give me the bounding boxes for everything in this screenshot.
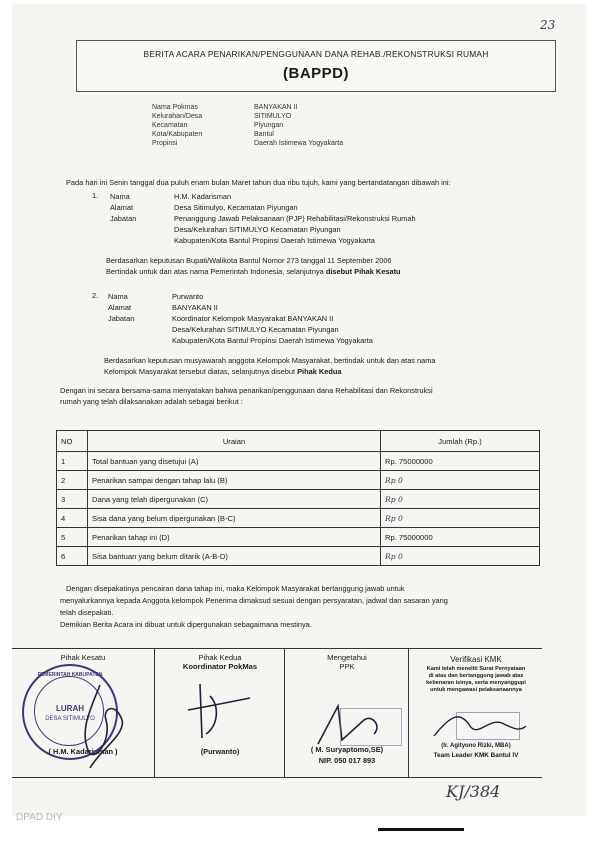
party1-name: H.M. Kadarisman [174,192,232,201]
sig-title: Mengetahui [327,653,367,662]
kmk-line: Kami telah meneliti Surat Pernyataan [426,666,526,672]
sig-name: ( H.M. Kadarisman ) [48,747,118,756]
row-no: 4 [57,509,88,528]
kmk-line: di atas dan bertanggung jawab atas [428,673,524,679]
jabatan-label: Jabatan [108,314,135,323]
row-jumlah: Rp 0 [381,471,540,490]
sig-name: (Ir. Agityono Rizki, MBA) [441,743,511,749]
identity-label: Kelurahan/Desa [152,113,203,120]
jabatan-label: Jabatan [110,214,137,223]
party2-position: Kabupaten/Kota Bantul Propinsi Daerah Istimewa Yogyakarta [172,336,373,345]
row-no: 2 [57,471,88,490]
header-no: NO [57,431,88,452]
identity-label: Kecamatan [152,122,188,129]
row-jumlah: Rp 0 [381,490,540,509]
stamp-subtitle: DESA SITIMULYO [45,716,95,722]
stamp-ring-text: PEMERINTAH KABUPATEN [37,672,103,678]
row-uraian: Sisa bantuan yang belum ditarik (A-B-D) [88,547,381,566]
table-row [57,547,540,566]
row-uraian: Penarikan sampai dengan tahap lalu (B) [88,471,381,490]
sig-name: ( M. Suryaptomo,SE) [310,745,384,754]
nama-label: Nama [108,292,128,301]
table-row [57,528,540,547]
identity-value: BANYAKAN II [254,104,298,111]
party2-basis-line: Berdasarkan keputusan musyawarah anggota Kelompok Masyarakat, bertindak untuk dan atas nama [104,356,436,365]
party2-position: Koordinator Kelompok Masyarakat BANYAKAN II [172,314,334,323]
kmk-role: Team Leader KMK Bantul IV [433,752,519,759]
table-row [57,452,540,471]
page-number: 23 [540,18,556,32]
party1-basis-line: Berdasarkan keputusan Bupati/Walikota Bantul Nomor 273 tanggal 11 September 2006 [106,256,392,265]
alamat-label: Alamat [110,203,134,212]
identity-values [254,103,343,148]
party1-position: Penanggung Jawab Pelaksanaan (PJP) Rehabilitasi/Rekonstruksi Rumah [174,214,416,223]
signature-kadarisman [60,680,140,770]
document-acronym: (BAPPD) [283,65,349,82]
sig-nip: NIP. 050 017 893 [318,756,376,765]
kmk-line: kebenaran isinya, serta menyanggupi [426,680,526,686]
closing-line: Demikian Berita Acara ini dibuat untuk dipergunakan sebagaimana mestinya. [60,620,312,629]
stamp-title: LURAH [56,704,84,713]
row-no: 1 [57,452,88,471]
row-no: 3 [57,490,88,509]
party2-designation: Pihak Kedua [297,367,342,376]
closing-line: menyalurkannya kepada Anggota kelompok Penerima dimaksud sesuai dengan persyaratan, jadwal dan sasaran yang [60,596,448,605]
intro-text: Pada hari ini Senin tanggal dua puluh enam bulan Maret tahun dua ribu tujuh, kami yang bertandatangan dibawah ini: [66,178,451,187]
row-no: 5 [57,528,88,547]
title-box [76,40,556,92]
party1-values [174,191,416,246]
party2-values [172,291,373,346]
statement-line: rumah yang telah dilaksanakan adalah sebagai berikut : [60,397,243,406]
party1-no: 1. [92,191,99,200]
watermark: DPAD DIY [16,812,63,823]
identity-value: Piyungan [254,122,284,129]
party2-basis [104,355,436,377]
party2-address: BANYAKAN II [172,303,218,312]
header-uraian: Uraian [88,431,381,452]
identity-labels [152,103,202,148]
row-jumlah: Rp. 75000000 [381,528,540,547]
closing-line: Dengan disepakatinya pencairan dana tahap ini, maka Kelompok Masyarakat bertanggung jawab untuk [66,584,405,593]
row-no: 6 [57,547,88,566]
signature-kmk [430,706,530,746]
identity-label: Kota/Kabupaten [152,131,203,138]
row-uraian: Total bantuan yang disetujui (A) [88,452,381,471]
kmk-line: untuk mengawasi pelaksanaannya [430,687,522,693]
party1-position: Desa/Kelurahan SITIMULYO Kecamatan Piyungan [174,225,341,234]
party1-designation: disebut Pihak Kesatu [325,267,401,276]
party1-address: Desa Sitimulyo, Kecamatan Piyungan [174,203,298,212]
row-jumlah: Rp. 75000000 [381,452,540,471]
kmk-statement [409,666,543,694]
party2-basis-line: Kelompok Masyarakat tersebut diatas, selanjutnya disebut [104,367,296,376]
document-title: BERITA ACARA PENARIKAN/PENGGUNAAN DANA REHAB./REKONSTRUKSI RUMAH [143,49,489,59]
statement-line: Dengan ini secara bersama-sama menyatakan bahwa penarikan/penggunaan dana Rehabilitasi dan Rekonstruksi [60,386,433,395]
bottom-bar [378,828,464,831]
table-header-row [57,431,540,452]
ppk-stamp [340,708,402,746]
party1-labels [110,191,136,224]
sig-subtitle: PPK [339,662,355,671]
alamat-label: Alamat [108,303,132,312]
sig-title: Verifikasi KMK [450,655,502,664]
disbursement-table [56,430,540,566]
party2-labels [108,291,134,324]
sig-name: (Purwanto) [200,747,240,756]
row-uraian: Dana yang telah dipergunakan (C) [88,490,381,509]
sig-title: Pihak Kedua [198,653,242,662]
header-jumlah: Jumlah (Rp.) [381,431,540,452]
sig-title: Pihak Kesatu [60,653,106,662]
party2-position: Desa/Kelurahan SITIMULYO Kecamatan Piyungan [172,325,339,334]
identity-value: Daerah Istimewa Yogyakarta [254,140,344,147]
signature-purwanto [180,676,260,746]
row-uraian: Sisa dana yang belum dipergunakan (B-C) [88,509,381,528]
statement [60,385,433,407]
identity-value: Bantul [254,131,274,138]
nama-label: Nama [110,192,130,201]
identity-label: Propinsi [152,140,178,147]
sig-subtitle: Koordinator PokMas [182,662,258,671]
party2-name: Purwanto [172,292,204,301]
row-jumlah: Rp 0 [381,547,540,566]
closing-line: telah disepakati. [60,608,114,617]
archive-code: KJ/384 [446,782,501,801]
table-row [57,490,540,509]
party1-basis [106,255,401,277]
party1-position: Kabupaten/Kota Bantul Propinsi Daerah Istimewa Yogyakarta [174,236,375,245]
row-jumlah: Rp 0 [381,509,540,528]
table-row [57,509,540,528]
identity-value: SITIMULYO [254,113,292,120]
identity-label: Nama Pokmas [152,104,198,111]
row-uraian: Penarikan tahap ini (D) [88,528,381,547]
closing-text [60,583,448,631]
party2-no: 2. [92,291,99,300]
table-row [57,471,540,490]
party1-basis-line: Bertindak untuk dan atas nama Pemerintah Indonesia, selanjutnya [106,267,324,276]
